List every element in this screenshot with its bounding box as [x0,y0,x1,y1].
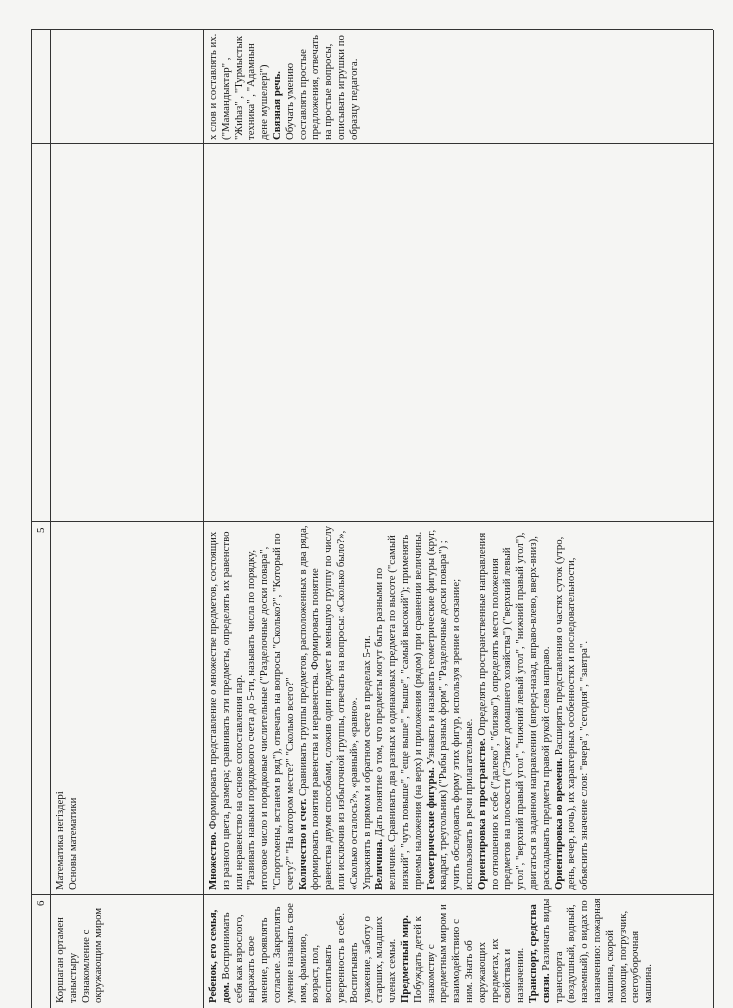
content-paragraph [207,525,245,890]
topic-text: Воспитывать уважение, заботу о старших, младших членах семьи. [347,916,399,1003]
topic-text: "Развивать навыки порядкового счета до 5-ти, называть числа по порядку, итоговое число и порядковые числительные ("Разделочные доски повара", "Спортсмены, встанем в ряд"), отвечать на вопросы "Сколько?", "Который по счету?" "На котором месте?" "Сколько всего?" [245,533,296,890]
topic-text: Формировать представление о множестве предметов, состоящих из разного цвета, размера; сравнивать эти предметы, определять их равенство или неравенство на основе сопоставления пар. [207,531,245,890]
topic-heading: Геометрические фигуры. [424,767,437,890]
row-divider-1 [31,894,713,895]
row-divider-2 [31,521,713,522]
section-cell-5 [54,525,200,890]
content-cell-5 [207,525,711,890]
topic-text: Упражнять в прямом и обратном счете в пределах 5-ти. [360,635,373,890]
topic-heading: Ориентировка в пространстве. [475,738,488,890]
row-number-5: 5 [35,527,47,533]
content-paragraph [207,898,348,1003]
content-paragraph [348,898,399,1003]
table-border-top [31,30,32,1008]
topic-heading: Величина. [373,839,386,890]
topic-text: Воспринимать себя как взрослого, выражать свое мнение, проявлять согласие. Закреплять умение называть свое имя, фамилию, возраст, пол, воспитывать уверенность в себе. [219,903,347,1003]
content-paragraph [373,525,424,890]
topic-heading: Ребенок, его семья, дом. [207,909,232,1003]
topic-text: Различать виды транспорта (воздушный, водный, наземный), о видах по назначению: пожарная машина, скорой помощи, погрузчик, снегоуборочная машина. [539,898,655,1003]
content-paragraph [425,525,476,890]
section-title-kz: Математика негіздері [54,791,66,890]
topic-heading: Ориентировка во времени. [552,757,565,890]
table-border-bottom [713,30,714,1008]
content-cell-6 [207,898,711,1003]
topic-text: Узнавать и называть геометрические фигуры (круг, квадрат, треугольник) ("Рыбы разных форм", "Разделочные доски повара") ; учить обследовать форму этих фигур, используя зрение и осязание; использовать в речи прилагательные. [424,529,475,890]
topic-text: Расширять представления о частях суток (утро, день, вечер, ночь), их характерных особенностях и последовательности, объяснить значение слов: "вчера", "сегодня", "завтра". [552,536,591,890]
content-paragraph [399,898,527,1003]
content-paragraph [207,32,271,140]
topic-heading: Связная речь. [270,71,283,140]
topic-heading: Количество и счет. [296,798,309,890]
column-divider-1 [50,30,51,1008]
section-cell-6 [54,898,200,1003]
topic-text: Определять пространственные направления по отношению к себе ("далеко", "близко"), определять место положения предметов на плоскости ("Этикет домашнего хозяйства") ("верхний левый угол", "верхний правый угол", "нижний левый угол", "нижний правый угол"), двигаться в заданном направлении (вперед-назад, вправо-влево, вверх-вниз), раскладывать предметы правой рукой слева направо. [475,532,552,890]
section-title-ru: Основы математики [66,797,79,890]
topic-text: Обучать умению составлять простые предложения, отвечать на простые вопросы, описывать игрушки по образцу педагога. [283,35,360,140]
content-paragraph [553,525,591,890]
topic-text: Дать понятие о том, что предметы могут быть разными по величине. Сравнивать два разных и одинаковых предмета по высоте ("самый низкий", "чуть повыше", "еще выше", "выше", "самый высокий"); применять приемы наложения (на верх) и приложения (рядом) при сравнении величины. [373,531,424,890]
content-paragraph [527,898,655,1003]
content-paragraph [245,525,296,890]
content-paragraph [271,32,361,140]
content-paragraph [476,525,553,890]
topic-text: х слов и составлять их. ("Мамандыктар" , "Жиhаз" , "Турмыстык техника" , "Адамнын дене мушелері") [207,33,271,140]
topic-text: Сравнивать группы предметов, расположенных в два ряда, формировать понятия равенства и неравенства. Формировать понятие равенства двумя способами, сложив один предмет в меньшую группу по числу или исключив из избыточной группы, отвечать на вопросы: «Сколько было?», «Сколько осталось?», «равный», «равно». [296,525,360,890]
content-cell-continued [207,32,711,140]
topic-heading: Транспорт, средства связи. [526,904,552,1003]
content-paragraph [361,525,374,890]
section-title-kz: Коршаган ортамен таныстыру [54,917,79,1003]
row-number-6: 6 [35,900,47,906]
topic-heading: Предметный мир. [398,915,411,1003]
column-divider-2 [203,30,204,1008]
section-title-ru: Ознакомление с окружающим миром [79,907,105,1003]
topic-text: Побуждать детей к знакомству с предметным миром и взаимодействию с ним. Знать об окружающих предметах, их свойствах и назначении. [411,904,527,1003]
topic-heading: Множество. [207,831,219,890]
content-paragraph [297,525,361,890]
row-divider-3 [31,143,713,144]
table-border-right [31,29,713,30]
